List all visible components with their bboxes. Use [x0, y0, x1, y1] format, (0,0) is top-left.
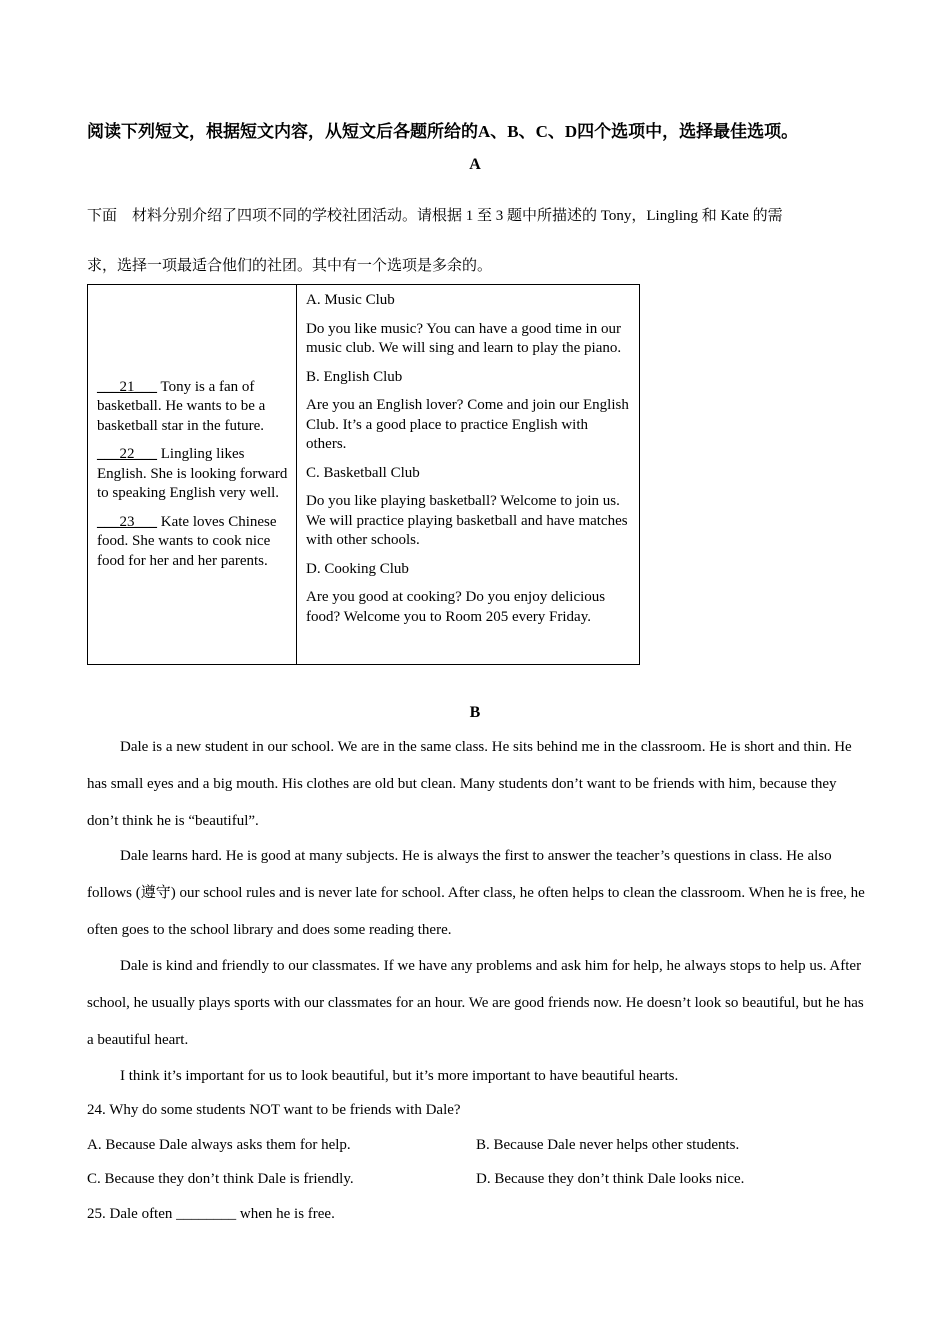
- section-a-heading: A: [469, 156, 481, 173]
- club-b-name: B. English Club: [306, 368, 403, 385]
- club-a-desc: Do you like music? You can have a good time in our music club. We will sing and learn to play the piano.: [306, 320, 622, 356]
- answer-blank-21: ___21___: [97, 378, 157, 395]
- person-tony: [97, 378, 288, 437]
- club-b-desc: Are you an English lover? Come and join our English Club. It’s a good place to practice English with others.: [306, 397, 629, 452]
- person-lingling: [97, 445, 288, 504]
- passage-paragraph-2: [87, 838, 867, 949]
- club-d-desc: Are you good at cooking? Do you enjoy delicious food? Welcome you to Room 205 every Friday.: [306, 589, 606, 625]
- club-c-desc: Do you like playing basketball? Welcome to join us. We will practice playing basketball and have matches with other schools.: [306, 493, 628, 548]
- club-a-name: A. Music Club: [306, 292, 395, 308]
- question-25: 25. Dale often ________ when he is free.: [87, 1206, 335, 1222]
- passage-paragraph-4: [87, 1058, 867, 1095]
- passage-paragraph-2-text: Dale learns hard. He is good at many subjects. He is always the first to answer the teacher’s questions in class. He also follows (遵守) our school rules and is never late for school. After class, he often helps to clean the classroom. When he is free, he often goes to the school library and does some reading there.: [87, 848, 865, 938]
- clubs-cell: [297, 285, 640, 665]
- passage-paragraph-1-text: Dale is a new student in our school. We are in the same class. He sits behind me in the classroom. He is short and thin. He has small eyes and a big mouth. His clothes are old but clean. Many students don’t want to be friends with him, because they don’t think he is “beautiful”.: [87, 739, 852, 829]
- question-24-option-d: D. Because they don’t think Dale looks nice.: [476, 1171, 745, 1187]
- person-kate: [97, 513, 288, 572]
- passage-paragraph-4-text: I think it’s important for us to look beautiful, but it’s more important to have beautiful hearts.: [120, 1068, 679, 1084]
- passage-paragraph-3-text: Dale is kind and friendly to our classmates. If we have any problems and ask him for help, he always stops to help us. After school, he usually plays sports with our classmates for an hour. We are good friends now. He doesn’t look so beautiful, but he has a beautiful heart.: [87, 958, 864, 1048]
- question-24-option-b: B. Because Dale never helps other students.: [476, 1137, 740, 1153]
- club-c-name: C. Basketball Club: [306, 464, 420, 481]
- passage-paragraph-1: [87, 729, 867, 840]
- question-24-option-c: C. Because they don’t think Dale is friendly.: [87, 1171, 354, 1187]
- person-lingling-text: Lingling likes English. She is looking forward to speaking English very well.: [97, 446, 288, 502]
- answer-blank-23: ___23___: [97, 513, 157, 530]
- question-24-option-a: A. Because Dale always asks them for help.: [87, 1137, 351, 1153]
- passage-paragraph-3: [87, 948, 867, 1059]
- instruction: 阅读下列短文，根据短文内容，从短文后各题所给的A、B、C、D四个选项中，选择最佳选项。: [87, 122, 799, 141]
- question-24: 24. Why do some students NOT want to be friends with Dale?: [87, 1102, 461, 1118]
- answer-blank-22: ___22___: [97, 446, 157, 463]
- section-b-heading: B: [469, 704, 481, 721]
- clubs-table: [87, 284, 640, 665]
- person-tony-text: Tony is a fan of basketball. He wants to be a basketball star in the future.: [97, 378, 266, 434]
- section-a-intro-line2: 求，选择一项最适合他们的社团。其中有一个选项是多余的。: [87, 258, 493, 274]
- club-d-name: D. Cooking Club: [306, 560, 409, 577]
- section-a-intro-line1: 下面 材料分别介绍了四项不同的学校社团活动。请根据 1 至 3 题中所描述的 Tony，Lingling 和 Kate 的需: [87, 208, 783, 224]
- people-cell: [88, 285, 297, 665]
- person-kate-text: Kate loves Chinese food. She wants to cook nice food for her and her parents.: [97, 513, 277, 569]
